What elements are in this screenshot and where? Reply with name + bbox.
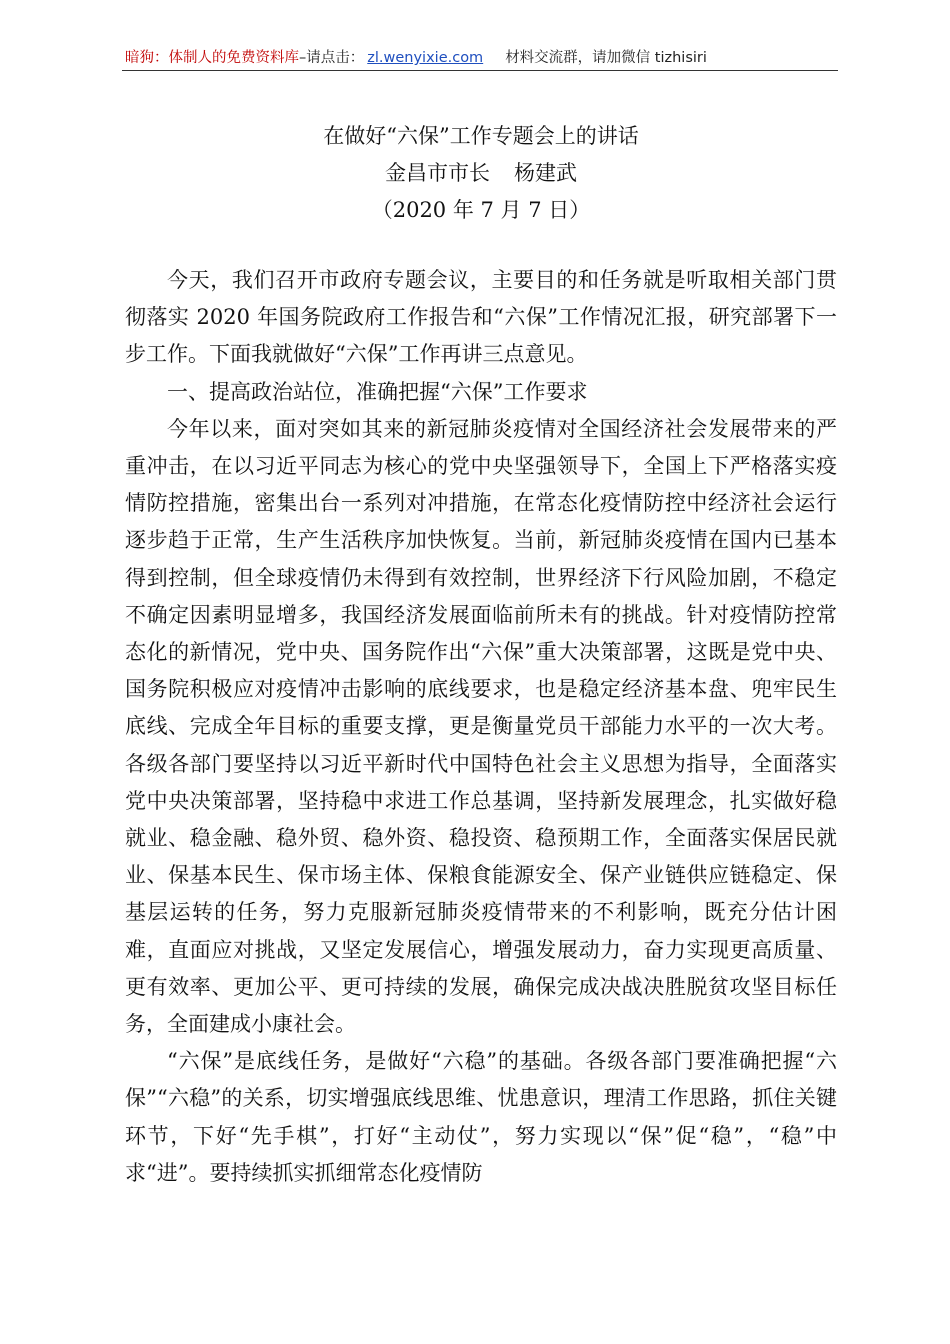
document-date: （2020 年 7 月 7 日） (371, 198, 591, 222)
author-name: 杨建武 (514, 161, 577, 185)
document-body (125, 262, 837, 1192)
document-author (125, 155, 837, 192)
header-prompt: –请点击： (299, 50, 365, 66)
header-divider (122, 70, 838, 71)
paragraph-six-guarantees: “六保”是底线任务，是做好“六稳”的基础。各级各部门要准确把握“六保”“六稳”的关系，切实增强底线思维、忧患意识，理清工作思路，抓住关键环节，下好“先手棋”，打好“主动仗”，努力实现以“保”促“稳”，“稳”中求“进”。要持续抓实抓细常态化疫情防 (125, 1049, 837, 1185)
paragraph-intro: 今天，我们召开市政府专题会议，主要目的和任务就是听取相关部门贯彻落实 2020 年国务院政府工作报告和“六保”工作情况汇报，研究部署下一步工作。下面我就做好“六保”工作再讲三点意见。 (125, 268, 837, 367)
section-heading-1: 一、提高政治站位，准确把握“六保”工作要求 (167, 379, 588, 404)
page-header (125, 46, 837, 72)
paragraph-context: 今年以来，面对突如其来的新冠肺炎疫情对全国经济社会发展带来的严重冲击，在以习近平同志为核心的党中央坚强领导下，全国上下严格落实疫情防控措施，密集出台一系列对冲措施，在常态化疫情防控中经济社会运行逐步趋于正常，生产生活秩序加快恢复。当前，新冠肺炎疫情在国内已基本得到控制，但全球疫情仍未得到有效控制，世界经济下行风险加剧，不稳定不确定因素明显增多，我国经济发展面临前所未有的挑战。针对疫情防控常态化的新情况，党中央、国务院作出“六保”重大决策部署，这既是党中央、国务院积极应对疫情冲击影响的底线要求，也是稳定经济基本盘、兜牢民生底线、完成全年目标的重要支撑，更是衡量党员干部能力水平的一次大考。各级各部门要坚持以习近平新时代中国特色社会主义思想为指导，全面落实党中央决策部署，坚持稳中求进工作总基调，坚持新发展理念，扎实做好稳就业、稳金融、稳外贸、稳外资、稳投资、稳预期工作，全面落实保居民就业、保基本民生、保市场主体、保粮食能源安全、保产业链供应链稳定、保基层运转的任务，努力克服新冠肺炎疫情带来的不利影响，既充分估计困难，直面应对挑战，又坚定发展信心，增强发展动力，奋力实现更高质量、更有效率、更加公平、更可持续的发展，确保完成决战决胜脱贫攻坚目标任务，全面建成小康社会。 (125, 416, 837, 1037)
document-heading (125, 118, 837, 229)
header-group-note: 材料交流群，请加微信 tizhisiri (505, 50, 707, 66)
document-title: 在做好“六保”工作专题会上的讲话 (323, 124, 639, 148)
header-brand: 暗狗：体制人的免费资料库 (125, 50, 299, 66)
header-link[interactable]: zl.wenyixie.com (367, 50, 484, 66)
author-role: 金昌市市长 (385, 161, 490, 185)
